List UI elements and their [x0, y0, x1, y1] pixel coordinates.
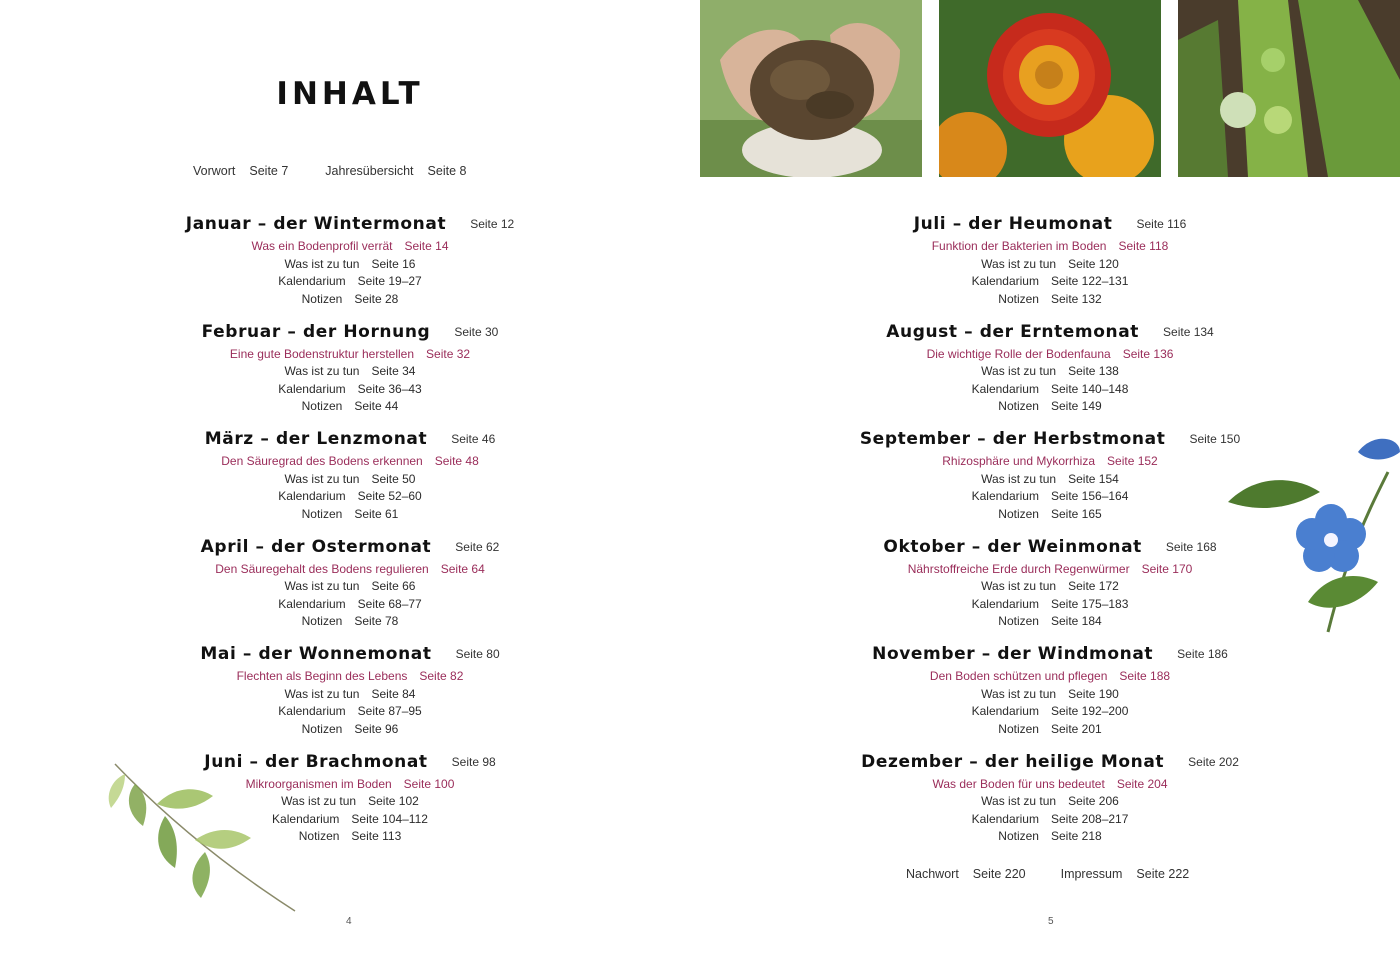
- sub-entry-label: Notizen: [301, 291, 343, 306]
- year-overview-page: Seite 8: [427, 164, 467, 178]
- sub-entry-label: Notizen: [998, 721, 1039, 736]
- topic-line: [100, 346, 600, 364]
- sub-entry-label: Notizen: [298, 829, 340, 844]
- sub-entry-page: Seite 66: [371, 579, 416, 594]
- sub-entry-page: Seite 149: [1050, 399, 1102, 414]
- topic-label: Rhizosphäre und Mykorrhiza: [942, 454, 1096, 468]
- month-page: Seite 98: [451, 754, 496, 769]
- sub-entry: [100, 506, 600, 524]
- sub-entry: [100, 363, 600, 381]
- sub-entry-page: Seite 34: [371, 364, 416, 379]
- topic-line: [100, 668, 600, 686]
- month-entry: [700, 214, 1400, 322]
- topic-label: Funktion der Bakterien im Boden: [931, 239, 1107, 253]
- topic-page: Seite 14: [404, 239, 449, 253]
- topic-label: Den Boden schützen und pflegen: [929, 669, 1108, 683]
- topic-label: Den Säuregehalt des Bodens regulieren: [215, 561, 429, 576]
- topic-page: Seite 170: [1141, 561, 1193, 576]
- sub-entry-label: Kalendarium: [278, 704, 346, 719]
- sub-entry-label: Was ist zu tun: [284, 579, 360, 594]
- foreword-label: Vorwort: [193, 164, 236, 178]
- topic-line: [700, 238, 1400, 256]
- sub-entry-page: Seite 36–43: [357, 381, 422, 396]
- sub-entry-label: Was ist zu tun: [981, 794, 1057, 809]
- sub-entry: [700, 793, 1400, 811]
- sub-entry-label: Kalendarium: [971, 596, 1039, 611]
- page-title: INHALT: [276, 76, 424, 112]
- month-entry: [100, 214, 600, 322]
- sub-entry-label: Was ist zu tun: [981, 364, 1057, 379]
- sub-entry: [700, 291, 1400, 309]
- page-number-left: 4: [346, 916, 352, 927]
- sub-entry-label: Notizen: [998, 829, 1039, 844]
- sub-entry: [100, 381, 600, 399]
- month-heading: [860, 429, 1240, 453]
- sub-entry-page: Seite 96: [354, 721, 399, 736]
- imprint-page: Seite 222: [1136, 867, 1190, 881]
- sub-entry: [100, 596, 600, 614]
- sub-entry-page: Seite 208–217: [1050, 811, 1129, 826]
- sub-entry-page: Seite 16: [371, 256, 416, 271]
- topic-line: [100, 561, 600, 579]
- month-page: Seite 202: [1188, 754, 1239, 769]
- sub-entry: [100, 488, 600, 506]
- sub-entry-label: Kalendarium: [278, 596, 346, 611]
- topic-label: Nährstoffreiche Erde durch Regenwürmer: [907, 561, 1130, 576]
- topic-page: Seite 136: [1122, 346, 1174, 361]
- month-page: Seite 134: [1163, 324, 1214, 339]
- month-heading: [200, 644, 499, 668]
- sub-entry-page: Seite 175–183: [1050, 596, 1129, 611]
- year-overview-label: Jahresübersicht: [325, 164, 414, 178]
- topic-page: Seite 82: [419, 669, 464, 683]
- imprint-label: Impressum: [1060, 867, 1123, 881]
- month-entry: [100, 429, 600, 537]
- sub-entry-label: Notizen: [998, 399, 1039, 414]
- topic-page: Seite 152: [1107, 454, 1158, 468]
- topic-line: [100, 453, 600, 471]
- month-entry: [700, 644, 1400, 752]
- sub-entry-page: Seite 84: [371, 686, 416, 701]
- afterword-page: Seite 220: [972, 867, 1026, 881]
- sub-entry-label: Notizen: [998, 291, 1039, 306]
- month-heading: [186, 214, 514, 238]
- sub-entry-label: Notizen: [301, 721, 343, 736]
- sub-entry: [700, 828, 1400, 846]
- month-entry: [100, 537, 600, 645]
- topic-line: [100, 238, 600, 256]
- sub-entry: [100, 686, 600, 704]
- sub-entry-label: Kalendarium: [971, 274, 1039, 289]
- right-page: [700, 0, 1400, 968]
- sub-entry-label: Kalendarium: [971, 811, 1039, 826]
- sub-entry-page: Seite 138: [1068, 364, 1119, 379]
- month-heading: [872, 644, 1228, 668]
- topic-page: Seite 32: [426, 346, 471, 361]
- month-entry: [100, 322, 600, 430]
- sub-entry: [700, 703, 1400, 721]
- sub-entry-label: Was ist zu tun: [284, 471, 360, 486]
- sub-entry-page: Seite 140–148: [1050, 381, 1129, 396]
- month-name: August – der Erntemonat: [886, 321, 1140, 342]
- topic-label: Mikroorganismen im Boden: [245, 776, 392, 791]
- topic-label: Den Säuregrad des Bodens erkennen: [221, 454, 423, 468]
- topic-page: Seite 188: [1119, 669, 1171, 683]
- sub-entry-label: Kalendarium: [278, 274, 346, 289]
- topic-page: Seite 48: [434, 454, 479, 468]
- month-name: November – der Windmonat: [872, 644, 1154, 664]
- month-page: Seite 62: [455, 539, 500, 554]
- foreword-page: Seite 7: [249, 164, 289, 178]
- month-page: Seite 186: [1177, 647, 1228, 661]
- sub-entry: [700, 273, 1400, 291]
- month-page: Seite 168: [1165, 539, 1217, 554]
- sub-entry-page: Seite 154: [1068, 471, 1119, 486]
- month-page: Seite 12: [470, 217, 515, 231]
- sub-entry-page: Seite 113: [351, 829, 402, 844]
- month-entry: [100, 644, 600, 752]
- month-name: Mai – der Wonnemonat: [200, 644, 432, 664]
- sub-entry-page: Seite 218: [1050, 829, 1102, 844]
- sub-entry-label: Notizen: [301, 399, 343, 414]
- sub-entry-page: Seite 201: [1050, 721, 1102, 736]
- sub-entry: [100, 398, 600, 416]
- sub-entry: [100, 273, 600, 291]
- month-name: Januar – der Wintermonat: [185, 214, 447, 234]
- sub-entry: [100, 256, 600, 274]
- sub-entry: [700, 811, 1400, 829]
- topic-label: Was ein Bodenprofil verrät: [251, 239, 393, 253]
- sub-entry: [100, 471, 600, 489]
- month-name: Dezember – der heilige Monat: [861, 751, 1165, 772]
- sub-entry-label: Kalendarium: [272, 811, 340, 826]
- sub-entry: [700, 686, 1400, 704]
- month-entry: [700, 752, 1400, 860]
- sub-entry-page: Seite 44: [354, 399, 399, 414]
- month-page: Seite 30: [454, 324, 499, 339]
- month-name: Juni – der Brachmonat: [204, 751, 428, 772]
- sub-entry-page: Seite 19–27: [357, 274, 422, 289]
- topic-page: Seite 118: [1118, 239, 1169, 253]
- afterword-label: Nachwort: [906, 867, 959, 881]
- month-name: Februar – der Hornung: [201, 321, 431, 342]
- sub-entry-label: Was ist zu tun: [284, 686, 360, 701]
- topic-line: [700, 776, 1400, 794]
- sub-entry-label: Kalendarium: [971, 704, 1039, 719]
- topic-line: [700, 346, 1400, 364]
- sub-entry-page: Seite 61: [354, 506, 399, 521]
- back-matter-row: [906, 867, 1189, 881]
- willow-leaf-illustration: [105, 756, 305, 916]
- sub-entry-label: Was ist zu tun: [284, 364, 360, 379]
- sub-entry-page: Seite 102: [368, 794, 419, 809]
- sub-entry: [700, 256, 1400, 274]
- marigold-flower-photo: [939, 0, 1161, 177]
- sub-entry-page: Seite 206: [1068, 794, 1119, 809]
- sub-entry-label: Was ist zu tun: [981, 579, 1057, 594]
- sub-entry: [700, 721, 1400, 739]
- sub-entry-label: Was ist zu tun: [981, 686, 1057, 701]
- sub-entry-label: Was ist zu tun: [284, 256, 360, 271]
- month-name: Oktober – der Weinmonat: [883, 536, 1142, 557]
- month-heading: [914, 214, 1187, 238]
- sub-entry-label: Kalendarium: [278, 381, 346, 396]
- sub-entry: [100, 703, 600, 721]
- topic-label: Flechten als Beginn des Lebens: [236, 669, 408, 683]
- topic-page: Seite 204: [1116, 776, 1168, 791]
- month-heading: [883, 537, 1216, 561]
- month-entry: [700, 322, 1400, 430]
- sub-entry-page: Seite 132: [1050, 291, 1102, 306]
- topic-page: Seite 64: [440, 561, 485, 576]
- sub-entry: [700, 363, 1400, 381]
- sub-entry-page: Seite 190: [1068, 686, 1119, 701]
- month-page: Seite 46: [451, 432, 496, 446]
- sub-entry-label: Kalendarium: [971, 381, 1039, 396]
- sub-entry-page: Seite 78: [354, 614, 399, 629]
- month-heading: [861, 752, 1239, 776]
- sub-entry-label: Notizen: [998, 614, 1039, 629]
- month-heading: [205, 429, 496, 453]
- sub-entry-page: Seite 192–200: [1050, 704, 1129, 719]
- month-page: Seite 116: [1136, 217, 1187, 231]
- month-name: Juli – der Heumonat: [913, 214, 1113, 234]
- topic-label: Was der Boden für uns bedeutet: [932, 776, 1105, 791]
- month-page: Seite 80: [455, 647, 500, 661]
- sub-entry-label: Notizen: [301, 614, 343, 629]
- sub-entry: [100, 721, 600, 739]
- month-name: März – der Lenzmonat: [204, 429, 428, 449]
- sub-entry: [100, 613, 600, 631]
- sub-entry-page: Seite 184: [1050, 614, 1102, 629]
- month-heading: [201, 537, 500, 561]
- topic-page: Seite 100: [403, 776, 455, 791]
- page-number-right: 5: [1048, 916, 1054, 927]
- sub-entry-page: Seite 122–131: [1050, 274, 1129, 289]
- sub-entry: [100, 291, 600, 309]
- blue-flower-illustration: [1228, 432, 1400, 642]
- sub-entry-page: Seite 120: [1068, 256, 1119, 271]
- sub-entry-page: Seite 104–112: [351, 811, 428, 826]
- sub-entry-label: Notizen: [301, 506, 343, 521]
- sub-entry-page: Seite 52–60: [357, 489, 422, 504]
- soil-in-hands-photo: [700, 0, 922, 177]
- front-matter-row: [193, 164, 466, 178]
- month-page: Seite 150: [1189, 432, 1241, 446]
- sub-entry-page: Seite 68–77: [357, 596, 422, 611]
- topic-label: Eine gute Bodenstruktur herstellen: [229, 346, 415, 361]
- sub-entry-page: Seite 172: [1068, 579, 1119, 594]
- sub-entry: [700, 398, 1400, 416]
- sub-entry-label: Notizen: [998, 506, 1039, 521]
- sub-entry-label: Kalendarium: [971, 489, 1039, 504]
- sub-entry-page: Seite 50: [371, 471, 416, 486]
- sub-entry-page: Seite 87–95: [357, 704, 422, 719]
- sub-entry-page: Seite 28: [354, 291, 399, 306]
- sub-entry-label: Kalendarium: [278, 489, 346, 504]
- sub-entry-label: Was ist zu tun: [281, 794, 357, 809]
- sub-entry: [700, 381, 1400, 399]
- topic-line: [700, 668, 1400, 686]
- month-name: April – der Ostermonat: [200, 536, 432, 557]
- topic-label: Die wichtige Rolle der Bodenfauna: [926, 346, 1111, 361]
- sub-entry-label: Was ist zu tun: [981, 471, 1057, 486]
- sub-entry-page: Seite 156–164: [1050, 489, 1129, 504]
- month-heading: [202, 322, 499, 346]
- month-heading: [886, 322, 1213, 346]
- vegetable-bed-photo: [1178, 0, 1400, 177]
- sub-entry-page: Seite 165: [1050, 506, 1102, 521]
- month-name: September – der Herbstmonat: [859, 429, 1166, 449]
- sub-entry-label: Was ist zu tun: [981, 256, 1057, 271]
- sub-entry: [100, 578, 600, 596]
